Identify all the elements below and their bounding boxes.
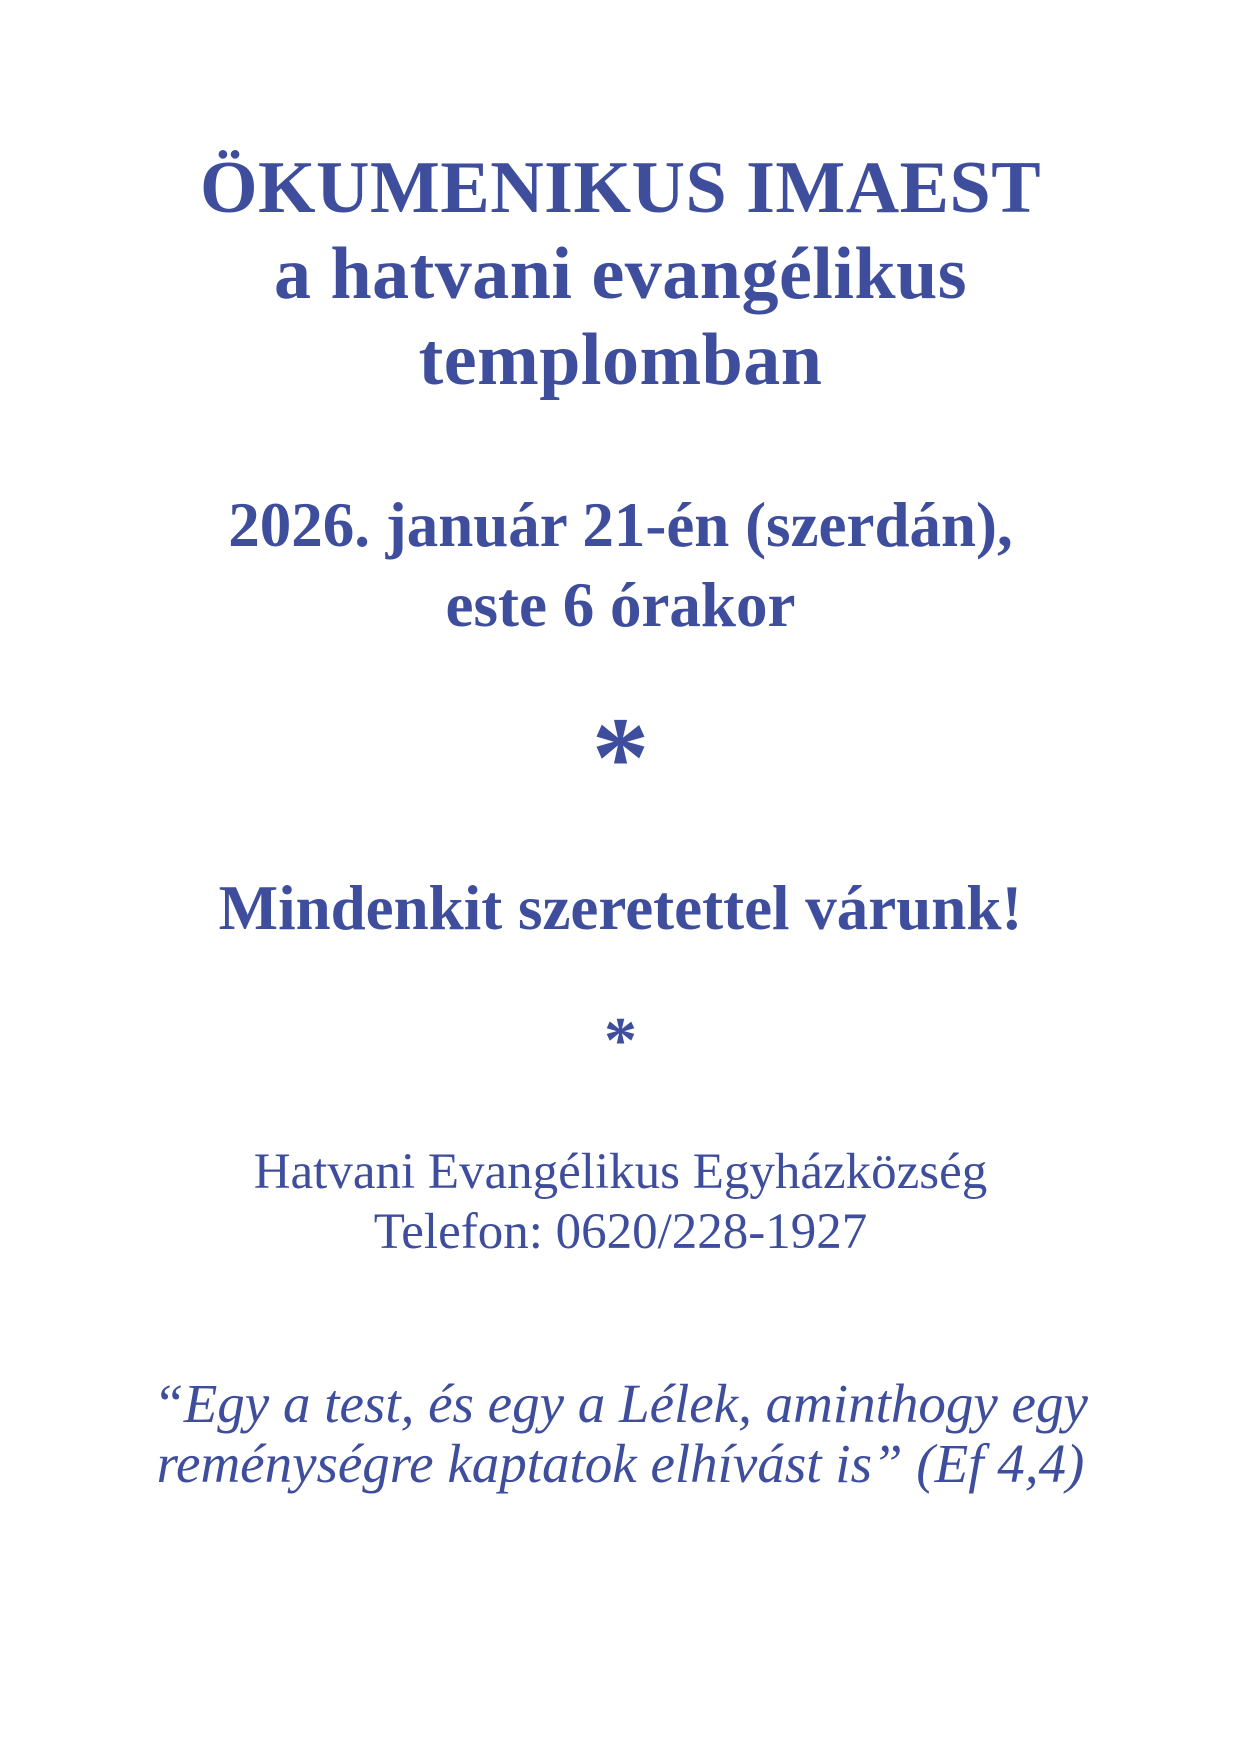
scripture-quote-line-2: reménységre kaptatok elhívást is” (Ef 4,4) [156,1433,1085,1494]
asterisk-separator-large [0,694,1241,821]
asterisk-icon: * [591,694,650,821]
scripture-quote [0,1374,1241,1494]
contact-info [0,1142,1241,1262]
event-title-line-3: templomban [418,319,823,401]
event-title-line-2: a hatvani evangélikus [273,233,968,315]
welcome-message-text: Mindenkit szeretettel várunk! [218,873,1023,943]
phone-number: Telefon: 0620/228-1927 [373,1204,868,1260]
event-title-line-1: ÖKUMENIKUS IMAEST [199,147,1042,229]
event-date-line-2: este 6 órakor [445,570,796,640]
scripture-quote-line-1: “Egy a test, és egy a Lélek, aminthogy egy [153,1373,1088,1434]
event-date [0,485,1241,645]
event-date-line-1: 2026. január 21-én (szerdán), [228,490,1013,560]
asterisk-separator-small [0,1004,1241,1077]
event-title [0,145,1241,403]
asterisk-icon: * [604,1004,637,1077]
organization-name: Hatvani Evangélikus Egyházközség [253,1144,988,1200]
welcome-message [0,868,1241,948]
